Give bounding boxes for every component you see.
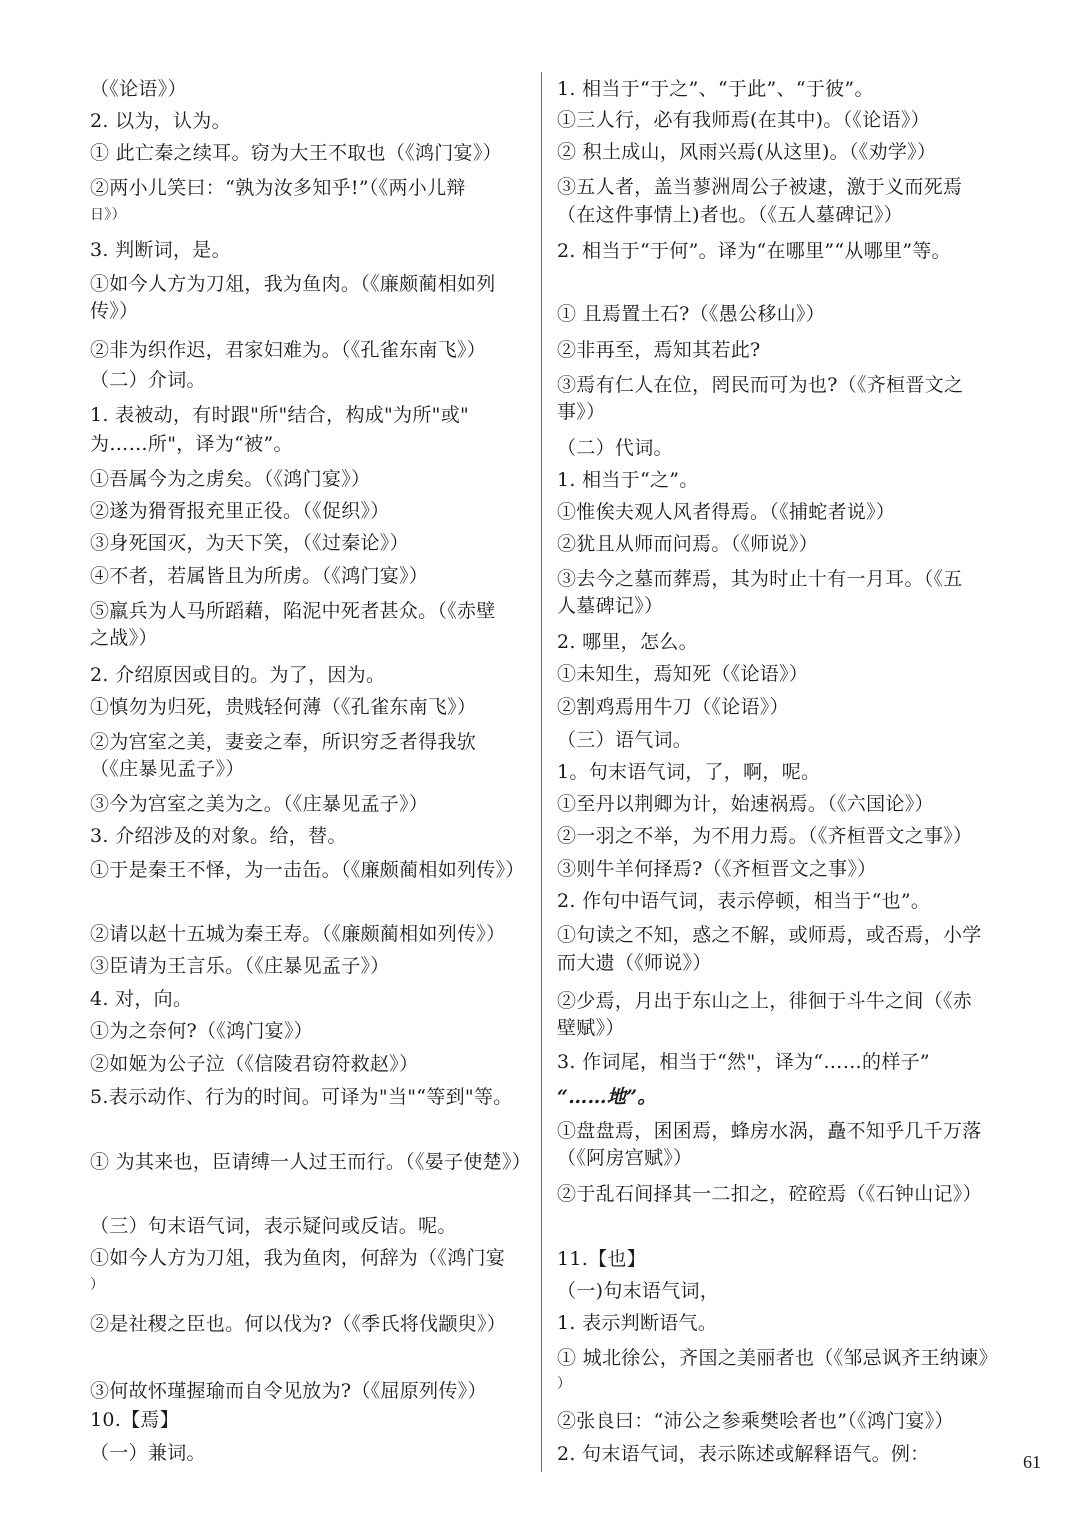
text-line: 4. 对，向。 bbox=[90, 988, 193, 1010]
text-line: 1. 表示判断语气。 bbox=[557, 1312, 718, 1334]
text-line: ①于是秦王不怿，为一击缶。（《廉颇蔺相如列传》） bbox=[90, 859, 525, 881]
text-line: ③五人者，盖当蓼洲周公子被逮，激于义而死焉 bbox=[557, 176, 963, 198]
section-heading: （三）语气词。 bbox=[557, 729, 693, 751]
text-line: 3. 判断词，是。 bbox=[90, 239, 231, 261]
text-line: “……地”。 bbox=[557, 1086, 657, 1108]
section-heading: （一）兼词。 bbox=[90, 1442, 206, 1464]
text-line: ①如今人方为刀俎，我为鱼肉，何辞为（《鸿门宴 bbox=[90, 1247, 506, 1269]
text-line: 2. 句末语气词，表示陈述或解释语气。例： bbox=[557, 1443, 930, 1465]
text-line: ②请以赵十五城为秦王寿。（《廉颇蔺相如列传》） bbox=[90, 923, 506, 945]
text-line: ①吾属今为之虏矣。（《鸿门宴》） bbox=[90, 468, 371, 490]
text-line: ②为宫室之美，妻妾之奉，所识穷乏者得我欤 bbox=[90, 731, 477, 753]
text-line: ②犹且从师而问焉。（《师说》） bbox=[557, 533, 819, 555]
page-number: 61 bbox=[1023, 1452, 1041, 1472]
text-line: ③身死国灭，为天下笑，（《过秦论》） bbox=[90, 532, 409, 554]
text-line: ② 积土成山，风雨兴焉(从这里)。（《劝学》） bbox=[557, 141, 937, 163]
text-line: ①未知生，焉知死（《论语》） bbox=[557, 663, 809, 685]
text-line: ① 此亡秦之续耳。窃为大王不取也（《鸿门宴》） bbox=[90, 142, 502, 164]
text-line: （《阿房宫赋》） bbox=[557, 1147, 693, 1169]
text-line: ②少焉，月出于东山之上，徘徊于斗牛之间（《赤 bbox=[557, 990, 973, 1012]
text-line: 1. 相当于“之”。 bbox=[557, 469, 699, 491]
text-line: ⑤羸兵为人马所蹈藉，陷泥中死者甚众。（《赤壁 bbox=[90, 600, 496, 622]
text-line: ①三人行，必有我师焉(在其中)。（《论语》） bbox=[557, 109, 930, 131]
text-line: 3. 介绍涉及的对象。给，替。 bbox=[90, 825, 347, 847]
text-line: 2. 以为，认为。 bbox=[90, 110, 231, 132]
text-line: ①句读之不知，惑之不解，或师焉，或否焉，小学 bbox=[557, 924, 982, 946]
section-heading: （一)句末语气词， bbox=[557, 1280, 720, 1302]
text-line: ①盘盘焉，囷囷焉，蜂房水涡，矗不知乎几千万落 bbox=[557, 1120, 982, 1142]
text-line: （《论语》） bbox=[90, 78, 187, 100]
column-divider bbox=[541, 72, 542, 1472]
section-heading: （二）代词。 bbox=[557, 437, 673, 459]
text-line: ① 且焉置土石?（《愚公移山》） bbox=[557, 303, 826, 325]
text-line: ②非再至，焉知其若此? bbox=[557, 339, 761, 361]
text-line: 日》） bbox=[90, 207, 126, 223]
text-line: ①至丹以荆卿为计，始速祸焉。（《六国论》） bbox=[557, 793, 934, 815]
text-line: （在这件事情上)者也。（《五人墓碑记》） bbox=[557, 204, 903, 226]
text-line: 5.表示动作、行为的时间。可译为"当"“等到"等。 bbox=[90, 1086, 513, 1108]
text-line: ③焉有仁人在位，罔民而可为也?（《齐桓晋文之 bbox=[557, 374, 964, 396]
text-line: ②非为织作迟，君家妇难为。（《孔雀东南飞》） bbox=[90, 339, 487, 361]
text-line: ②如姬为公子泣（《信陵君窃符救赵》） bbox=[90, 1053, 419, 1075]
section-heading: 10.【焉】 bbox=[90, 1409, 180, 1431]
section-heading: （二）介词。 bbox=[90, 369, 206, 391]
text-line: （《庄暴见孟子》） bbox=[90, 758, 245, 780]
text-line: 2. 相当于“于何”。译为“在哪里”“从哪里”等。 bbox=[557, 240, 951, 262]
text-line: ③臣请为王言乐。（《庄暴见孟子》） bbox=[90, 955, 390, 977]
text-line: ②两小儿笑曰：“孰为汝多知乎!”（《两小儿辩 bbox=[90, 177, 466, 199]
text-line: ②遂为猾胥报充里正役。（《促织》） bbox=[90, 500, 390, 522]
section-heading: 11.【也】 bbox=[557, 1248, 647, 1270]
text-line: 为……所"，译为“被”。 bbox=[90, 433, 293, 455]
text-line: ④不者，若属皆且为所虏。（《鸿门宴》） bbox=[90, 565, 429, 587]
text-line: ③去今之墓而葬焉，其为时止十有一月耳。（《五 bbox=[557, 568, 963, 590]
text-line: 壁赋》） bbox=[557, 1017, 625, 1039]
section-heading: （三）句末语气词，表示疑问或反诘。呢。 bbox=[90, 1215, 457, 1237]
text-line: 1。句末语气词，了，啊，呢。 bbox=[557, 761, 821, 783]
text-line: 2. 哪里，怎么。 bbox=[557, 631, 698, 653]
text-line: 3. 作词尾，相当于“然"，译为“……的样子” bbox=[557, 1051, 930, 1073]
text-line: ①惟俟夫观人风者得焉。（《捕蛇者说》） bbox=[557, 501, 896, 523]
right-column bbox=[543, 0, 1080, 1527]
text-line: ①为之奈何?（《鸿门宴》） bbox=[90, 1020, 314, 1042]
text-line: ②一羽之不举，为不用力焉。（《齐桓晋文之事》） bbox=[557, 825, 973, 847]
text-line: ） bbox=[90, 1277, 105, 1293]
text-line: ① 城北徐公，齐国之美丽者也（《邹忌讽齐王纳谏》 bbox=[557, 1347, 998, 1369]
text-line: ③今为宫室之美为之。（《庄暴见孟子》） bbox=[90, 793, 429, 815]
text-line: ②张良曰：“沛公之参乘樊哙者也”（《鸿门宴》） bbox=[557, 1410, 954, 1432]
text-line: 而大遗（《师说》） bbox=[557, 952, 712, 974]
text-line: ②是社稷之臣也。何以伐为?（《季氏将伐颛臾》） bbox=[90, 1313, 507, 1335]
text-line: ） bbox=[557, 1376, 572, 1392]
text-line: ②割鸡焉用牛刀（《论语》） bbox=[557, 696, 789, 718]
text-line: 1. 表被动，有时跟"所"结合，构成"为所"或" bbox=[90, 404, 470, 426]
text-line: 之战》） bbox=[90, 627, 158, 649]
text-line: 2. 介绍原因或目的。为了，因为。 bbox=[90, 664, 386, 686]
text-line: ① 为其来也，臣请缚一人过王而行。（《晏子使楚》） bbox=[90, 1151, 532, 1173]
text-line: ①如今人方为刀俎，我为鱼肉。（《廉颇蔺相如列 bbox=[90, 273, 496, 295]
text-line: ③何故怀瑾握瑜而自令见放为?（《屈原列传》） bbox=[90, 1380, 487, 1402]
text-line: ①慎勿为归死，贵贱轻何薄（《孔雀东南飞》） bbox=[90, 696, 477, 718]
text-line: ②于乱石间择其一二扣之，硿硿焉（《石钟山记》） bbox=[557, 1183, 982, 1205]
text-line: 传》） bbox=[90, 300, 139, 322]
text-line: 人墓碑记》） bbox=[557, 595, 664, 617]
text-line: 事》） bbox=[557, 401, 606, 423]
text-line: 1. 相当于“于之”、“于此”、“于彼”。 bbox=[557, 78, 874, 100]
text-line: 2. 作句中语气词，表示停顿，相当于“也”。 bbox=[557, 890, 931, 912]
text-line: ③则牛羊何择焉?（《齐桓晋文之事》） bbox=[557, 858, 877, 880]
